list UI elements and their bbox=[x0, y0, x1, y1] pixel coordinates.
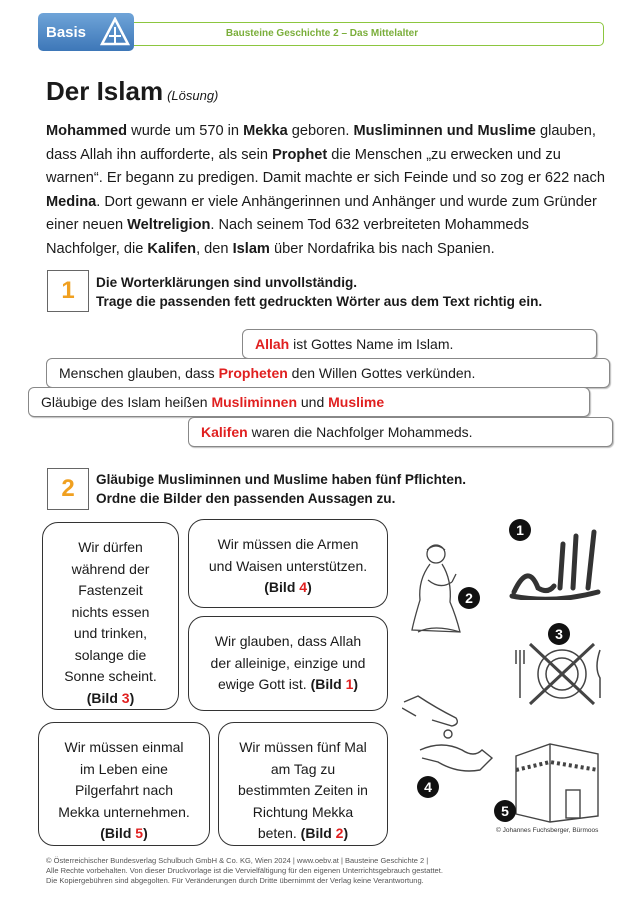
duty-card-fasting: Wir dürfen während der Fastenzeit nichts essen und trinken, solange die Sonne scheint. (Bild 3) bbox=[42, 522, 179, 710]
definition-strip-3: Gläubige des Islam heißen Musliminnen und Muslime bbox=[28, 387, 590, 417]
picture-number-5: 5 bbox=[494, 800, 516, 822]
task-2-instructions: Gläubige Musliminnen und Muslime haben fünf Pflichten. Ordne die Bilder den passenden Aussagen zu. bbox=[96, 472, 467, 506]
logo-text: Basis bbox=[46, 24, 87, 41]
giving-hands-icon bbox=[402, 688, 494, 778]
picture-number-2: 2 bbox=[458, 587, 480, 609]
series-title: Bausteine Geschichte 2 – Das Mittelalter bbox=[225, 28, 419, 39]
duty-card-prayer: Wir müssen fünf Mal am Tag zu bestimmten Zeiten in Richtung Mekka beten. (Bild 2) bbox=[218, 722, 388, 846]
definition-strip-4: Kalifen waren die Nachfolger Mohammeds. bbox=[188, 417, 613, 447]
answer-word: Allah bbox=[255, 336, 290, 352]
page-subtitle: (Lösung) bbox=[167, 88, 219, 103]
answer-word: Propheten bbox=[218, 365, 288, 381]
footer-line-2: Alle Rechte vorbehalten. Von dieser Druckvorlage ist die Vervielfältigung für den eigenen Unterrichtsgebrauch gestattet. bbox=[46, 866, 443, 875]
praying-man-icon bbox=[404, 540, 468, 640]
picture-answer: 3 bbox=[121, 689, 130, 706]
duty-card-faith: Wir glauben, dass Allah der alleinige, einzige und ewige Gott ist. (Bild 1) bbox=[188, 616, 388, 711]
picture-answer: 4 bbox=[299, 579, 308, 595]
duty-card-charity: Wir müssen die Armen und Waisen unterstützen. (Bild 4) bbox=[188, 519, 388, 608]
task-1-number: 1 bbox=[47, 270, 89, 312]
footer bbox=[46, 856, 443, 886]
fasting-crossed-plate-icon bbox=[512, 638, 606, 710]
picture-number-3: 3 bbox=[548, 623, 570, 645]
intro-text: Mohammed wurde um 570 in Mekka geboren. Musliminnen und Muslime glauben, dass Allah ihn aufforderte, als sein Prophet die Menschen „zu erwecken und zu warnen“. Er begann zu predigen. Damit machte er sich Feinde und so zog er 622 nach Medina. Dort gewann er viele Anhängerinnen und Anhänger und wurde zum Gründer einer neuen Weltreligion. Nach seinem Tod 632 verbreiteten Mohammeds Nachfolger, die Kalifen, den Islam über Nordafrika bis nach Spanien. bbox=[46, 123, 605, 257]
duty-card-pilgrimage: Wir müssen einmal im Leben eine Pilgerfahrt nach Mekka unternehmen. (Bild 5) bbox=[38, 722, 210, 846]
triangle-logo-icon bbox=[100, 17, 130, 47]
basis-logo bbox=[38, 13, 134, 51]
picture-number-4: 4 bbox=[417, 776, 439, 798]
image-credit: © Johannes Fuchsberger, Bürmoos bbox=[496, 827, 599, 834]
task-2-number: 2 bbox=[47, 468, 89, 510]
footer-line-1: © Österreichischer Bundesverlag Schulbuch GmbH & Co. KG, Wien 2024 | www.oebv.at | Bausteine Geschichte 2 | bbox=[46, 856, 429, 865]
kaaba-icon bbox=[510, 738, 602, 824]
picture-answer: 2 bbox=[335, 825, 344, 841]
picture-answer: 1 bbox=[345, 676, 354, 692]
page-title: Der Islam (Lösung) bbox=[46, 76, 219, 106]
answer-word: Musliminnen bbox=[211, 394, 297, 410]
task-1-instructions: Die Worterklärungen sind unvollständig. Trage die passenden fett gedruckten Wörter aus dem Text richtig ein. bbox=[96, 275, 543, 309]
picture-number-1: 1 bbox=[509, 519, 531, 541]
definition-strip-2: Menschen glauben, dass Propheten den Willen Gottes verkünden. bbox=[46, 358, 610, 388]
answer-word: Muslime bbox=[328, 394, 385, 410]
footer-line-3: Die Kopiergebühren sind abgegolten. Für Veränderungen durch Dritte übernimmt der Verlag keine Verantwortung. bbox=[46, 876, 424, 885]
answer-word: Kalifen bbox=[201, 424, 248, 440]
definition-strip-1: Allah ist Gottes Name im Islam. bbox=[242, 329, 597, 359]
picture-answer: 5 bbox=[135, 825, 144, 841]
